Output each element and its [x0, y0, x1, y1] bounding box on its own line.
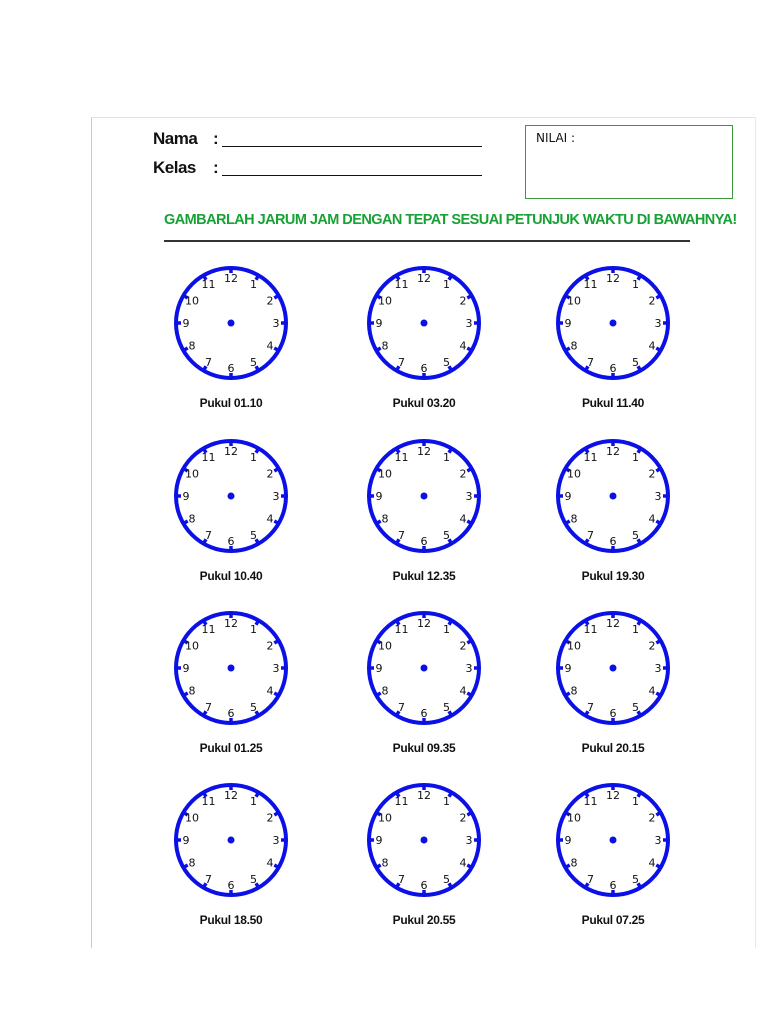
clock-caption: Pukul 19.30	[581, 569, 645, 583]
clock-number: 6	[609, 879, 617, 892]
instruction-divider	[164, 240, 690, 242]
clock-number: 8	[188, 684, 196, 698]
name-label: Nama	[153, 129, 198, 148]
clock-face[interactable]	[359, 603, 489, 733]
clock-number: 9	[182, 490, 190, 503]
clock-number: 5	[443, 872, 450, 886]
clock-number: 1	[632, 795, 639, 809]
clock-number: 7	[587, 355, 594, 369]
clock-number: 12	[606, 272, 620, 285]
clock-number: 8	[570, 856, 578, 870]
clock-face[interactable]	[166, 603, 296, 733]
clock-number: 10	[378, 811, 393, 825]
clock-number: 4	[266, 339, 274, 353]
clock-number: 12	[417, 789, 431, 802]
clock-number: 11	[583, 795, 598, 809]
clock-number: 4	[266, 684, 274, 698]
clock-number: 2	[266, 294, 274, 308]
clock-face[interactable]	[359, 431, 489, 561]
clock-number: 3	[272, 490, 280, 503]
clock-number: 5	[250, 355, 257, 369]
clock-number: 11	[201, 795, 216, 809]
clock-number: 11	[583, 623, 598, 637]
clock-caption: Pukul 01.10	[199, 396, 263, 410]
clock-number: 11	[394, 795, 409, 809]
clock-number: 1	[443, 451, 450, 465]
clock-number: 4	[459, 684, 467, 698]
center-dot	[228, 320, 235, 327]
clock-number: 9	[564, 834, 572, 847]
clock-number: 12	[224, 617, 238, 630]
clock-number: 10	[378, 467, 393, 481]
clock-number: 7	[205, 528, 212, 542]
clock-face[interactable]	[548, 603, 678, 733]
clock-caption: Pukul 20.15	[581, 741, 645, 755]
clock-item	[359, 258, 489, 420]
clock-number: 2	[459, 467, 467, 481]
clock-number: 6	[227, 535, 235, 548]
clock-number: 12	[606, 445, 620, 458]
clock-number: 3	[654, 662, 662, 675]
clock-number: 5	[250, 528, 257, 542]
clock-item	[166, 775, 296, 937]
clock-number: 9	[182, 662, 190, 675]
center-dot	[610, 837, 617, 844]
clock-item	[548, 603, 678, 765]
clock-item	[359, 431, 489, 593]
clock-caption: Pukul 03.20	[392, 396, 456, 410]
center-dot	[610, 493, 617, 500]
score-label: NILAI :	[536, 131, 576, 145]
clock-number: 1	[250, 278, 257, 292]
center-dot	[228, 837, 235, 844]
clock-number: 10	[185, 294, 200, 308]
clock-number: 3	[272, 662, 280, 675]
clock-number: 12	[224, 789, 238, 802]
clock-number: 7	[587, 528, 594, 542]
center-dot	[610, 320, 617, 327]
clock-number: 4	[648, 512, 656, 526]
clock-number: 10	[378, 294, 393, 308]
clock-face[interactable]	[548, 775, 678, 905]
clock-number: 12	[417, 617, 431, 630]
clock-number: 1	[632, 278, 639, 292]
clock-number: 3	[272, 317, 280, 330]
center-dot	[421, 665, 428, 672]
clock-number: 7	[587, 700, 594, 714]
clock-number: 8	[188, 856, 196, 870]
clock-number: 1	[632, 451, 639, 465]
clock-number: 11	[583, 278, 598, 292]
clock-number: 3	[272, 834, 280, 847]
clock-item	[359, 603, 489, 765]
clock-number: 5	[632, 355, 639, 369]
clock-face[interactable]	[548, 258, 678, 388]
clock-number: 1	[443, 623, 450, 637]
clock-number: 10	[378, 639, 393, 653]
clock-number: 10	[185, 467, 200, 481]
clock-number: 8	[381, 339, 389, 353]
clock-caption: Pukul 12.35	[392, 569, 456, 583]
clock-number: 11	[201, 278, 216, 292]
clock-number: 3	[654, 317, 662, 330]
clock-number: 11	[201, 623, 216, 637]
clock-number: 4	[648, 339, 656, 353]
clock-number: 11	[394, 623, 409, 637]
clock-number: 3	[654, 490, 662, 503]
clock-number: 1	[250, 795, 257, 809]
clock-number: 1	[250, 451, 257, 465]
clock-number: 6	[420, 362, 428, 375]
clock-number: 9	[564, 490, 572, 503]
clock-number: 11	[201, 451, 216, 465]
clock-number: 1	[250, 623, 257, 637]
clock-number: 10	[567, 639, 582, 653]
clock-number: 9	[564, 317, 572, 330]
clock-number: 3	[654, 834, 662, 847]
clock-number: 10	[567, 467, 582, 481]
clock-number: 9	[375, 834, 383, 847]
clock-number: 4	[648, 856, 656, 870]
clock-number: 9	[375, 490, 383, 503]
class-colon: :	[213, 158, 219, 177]
clock-caption: Pukul 11.40	[581, 396, 645, 410]
clock-number: 9	[182, 317, 190, 330]
clock-item	[548, 258, 678, 420]
center-dot	[421, 837, 428, 844]
clock-number: 12	[606, 789, 620, 802]
clock-number: 5	[632, 528, 639, 542]
clock-item	[359, 775, 489, 937]
clock-number: 1	[443, 278, 450, 292]
clock-number: 2	[648, 467, 656, 481]
clock-number: 6	[420, 879, 428, 892]
clock-number: 7	[398, 528, 405, 542]
clock-number: 5	[250, 700, 257, 714]
clock-face[interactable]	[359, 258, 489, 388]
clock-caption: Pukul 20.55	[392, 913, 456, 927]
clock-number: 2	[459, 639, 467, 653]
clock-number: 4	[648, 684, 656, 698]
clock-caption: Pukul 18.50	[199, 913, 263, 927]
clock-number: 5	[250, 872, 257, 886]
clock-number: 4	[459, 512, 467, 526]
clock-number: 3	[465, 490, 473, 503]
center-dot	[421, 320, 428, 327]
clock-number: 2	[266, 467, 274, 481]
clock-number: 7	[205, 872, 212, 886]
clock-number: 5	[632, 872, 639, 886]
center-dot	[228, 493, 235, 500]
clock-number: 7	[398, 355, 405, 369]
clock-number: 10	[185, 811, 200, 825]
instruction-heading: GAMBARLAH JARUM JAM DENGAN TEPAT SESUAI PETUNJUK WAKTU DI BAWAHNYA!	[164, 212, 737, 228]
clock-number: 9	[564, 662, 572, 675]
score-box[interactable]	[525, 125, 733, 199]
clock-number: 4	[459, 339, 467, 353]
center-dot	[228, 665, 235, 672]
clock-caption: Pukul 10.40	[199, 569, 263, 583]
clock-number: 11	[394, 278, 409, 292]
clock-number: 2	[459, 811, 467, 825]
clock-number: 6	[227, 707, 235, 720]
clock-face[interactable]	[166, 775, 296, 905]
clock-number: 7	[205, 700, 212, 714]
clock-caption: Pukul 09.35	[392, 741, 456, 755]
clock-number: 6	[227, 362, 235, 375]
clock-number: 8	[188, 339, 196, 353]
clock-number: 8	[381, 684, 389, 698]
clock-number: 6	[609, 362, 617, 375]
clock-item	[548, 431, 678, 593]
name-field[interactable]	[222, 146, 482, 147]
clock-number: 3	[465, 317, 473, 330]
class-label: Kelas	[153, 158, 196, 177]
clock-number: 8	[570, 339, 578, 353]
clock-number: 5	[443, 700, 450, 714]
clock-number: 4	[459, 856, 467, 870]
clock-number: 8	[381, 856, 389, 870]
clock-face[interactable]	[166, 431, 296, 561]
center-dot	[610, 665, 617, 672]
clock-item	[166, 431, 296, 593]
clock-number: 5	[443, 528, 450, 542]
clock-number: 10	[567, 294, 582, 308]
clock-number: 2	[459, 294, 467, 308]
clock-number: 12	[417, 445, 431, 458]
clock-number: 6	[609, 535, 617, 548]
clock-number: 12	[224, 272, 238, 285]
clock-face[interactable]	[359, 775, 489, 905]
clock-number: 4	[266, 512, 274, 526]
clock-number: 9	[375, 317, 383, 330]
clock-number: 2	[648, 639, 656, 653]
clock-number: 8	[381, 512, 389, 526]
clock-number: 5	[443, 355, 450, 369]
clock-number: 4	[266, 856, 274, 870]
clock-number: 10	[185, 639, 200, 653]
clock-number: 12	[606, 617, 620, 630]
clock-number: 7	[398, 700, 405, 714]
clock-item	[166, 258, 296, 420]
clock-number: 10	[567, 811, 582, 825]
clock-number: 8	[188, 512, 196, 526]
clock-number: 12	[224, 445, 238, 458]
clock-number: 6	[420, 535, 428, 548]
clock-number: 7	[587, 872, 594, 886]
clock-number: 3	[465, 662, 473, 675]
clock-number: 1	[443, 795, 450, 809]
clock-item	[166, 603, 296, 765]
name-colon: :	[213, 129, 219, 148]
clock-number: 6	[227, 879, 235, 892]
clock-number: 12	[417, 272, 431, 285]
clock-number: 6	[420, 707, 428, 720]
clock-number: 9	[182, 834, 190, 847]
clock-number: 8	[570, 512, 578, 526]
clock-number: 3	[465, 834, 473, 847]
clock-number: 1	[632, 623, 639, 637]
clock-number: 11	[583, 451, 598, 465]
clock-caption: Pukul 07.25	[581, 913, 645, 927]
clock-number: 9	[375, 662, 383, 675]
clock-number: 6	[609, 707, 617, 720]
clock-number: 2	[266, 811, 274, 825]
clock-number: 7	[205, 355, 212, 369]
clock-face[interactable]	[166, 258, 296, 388]
clock-number: 5	[632, 700, 639, 714]
clock-number: 2	[266, 639, 274, 653]
clock-item	[548, 775, 678, 937]
clock-face[interactable]	[548, 431, 678, 561]
clock-number: 8	[570, 684, 578, 698]
center-dot	[421, 493, 428, 500]
clock-number: 11	[394, 451, 409, 465]
clock-number: 2	[648, 811, 656, 825]
clock-number: 2	[648, 294, 656, 308]
clock-caption: Pukul 01.25	[199, 741, 263, 755]
class-field[interactable]	[222, 175, 482, 176]
clock-number: 7	[398, 872, 405, 886]
